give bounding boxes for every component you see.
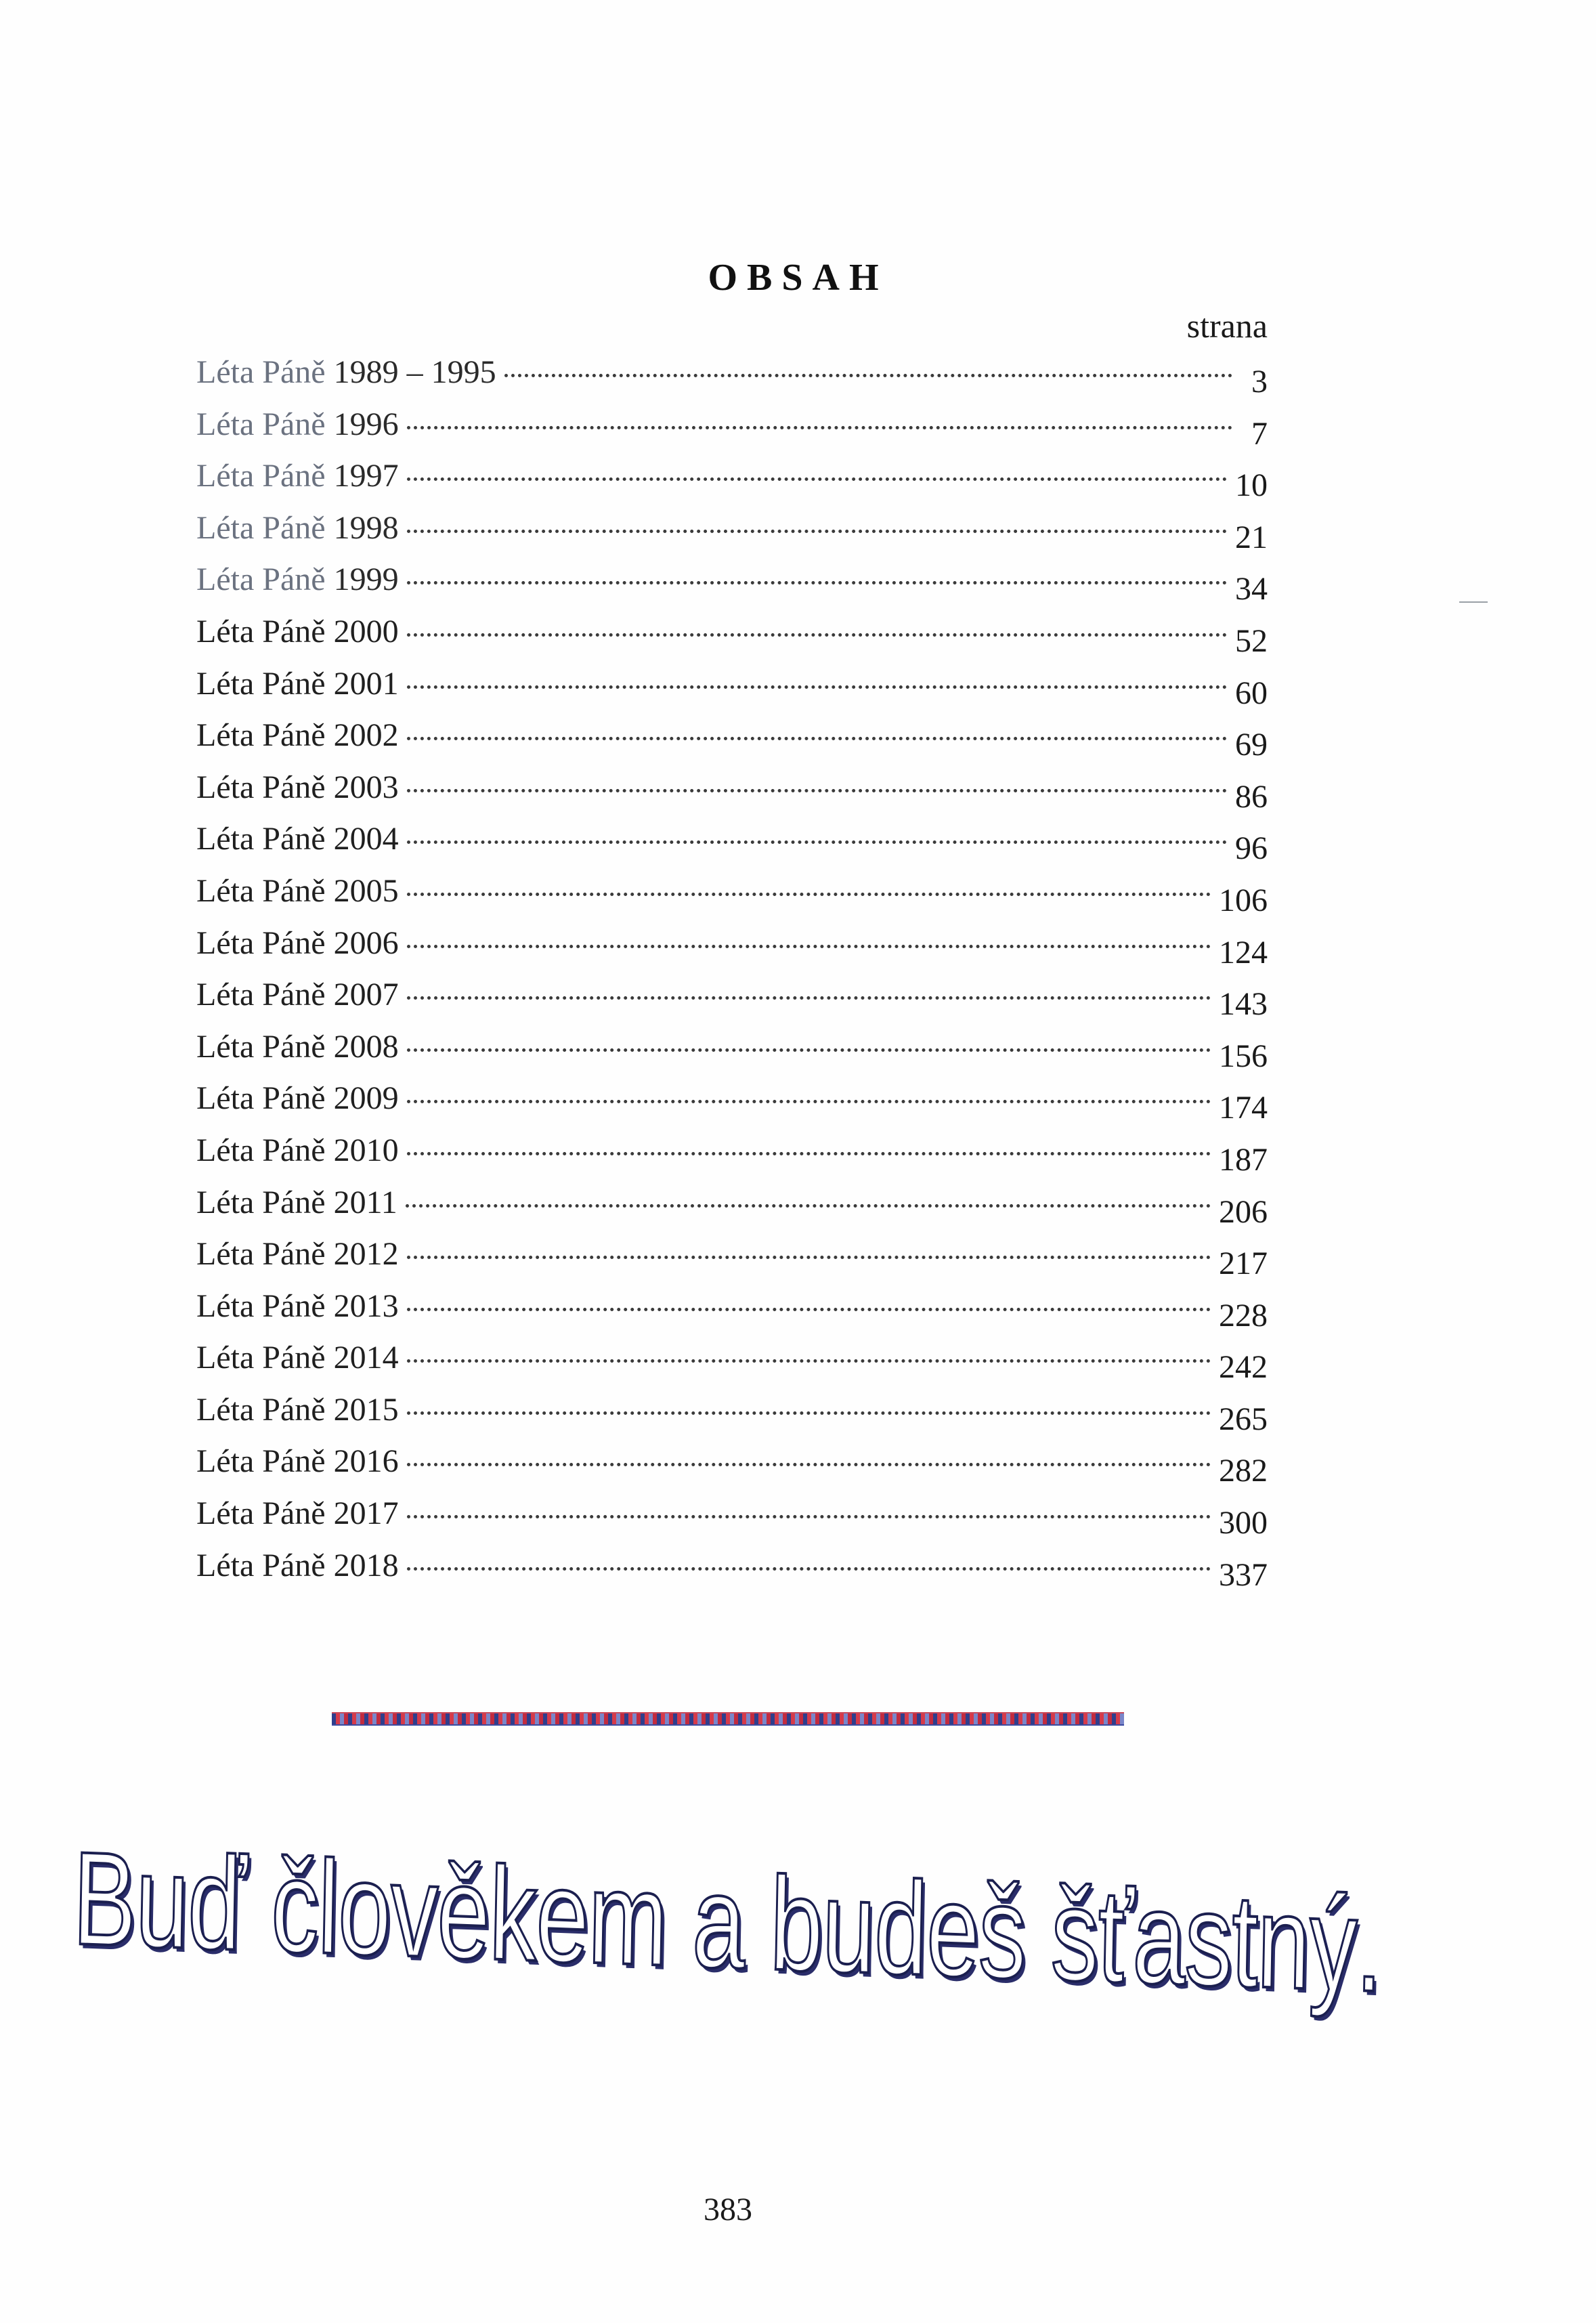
toc-entry-year: 1997: [333, 458, 399, 494]
toc-entry-prefix: Léta Páně: [196, 1443, 326, 1480]
toc-entry: [196, 1229, 1268, 1281]
toc-entry-label: [196, 503, 399, 554]
toc-entry-year: 2000: [333, 613, 399, 649]
toc-entry-prefix: Léta Páně: [196, 977, 326, 1013]
toc-entry-page: 143: [1219, 986, 1268, 1023]
toc-entry-prefix: Léta Páně: [196, 769, 326, 805]
dot-leader: [407, 426, 1232, 429]
toc-entry-prefix: Léta Páně: [196, 924, 326, 961]
toc-entry-label: [196, 1229, 399, 1280]
toc-entry-label: [196, 762, 399, 813]
toc-entry-prefix: Léta Páně: [196, 717, 326, 754]
toc-entry-page: 217: [1219, 1245, 1268, 1282]
toc-entry-year: 2005: [333, 872, 399, 909]
toc-entry-prefix: Léta Páně: [196, 406, 326, 442]
toc-entry: [196, 1021, 1268, 1073]
dot-leader: [407, 1100, 1211, 1103]
dot-leader: [407, 893, 1211, 896]
toc-entry-prefix: Léta Páně: [196, 561, 326, 598]
toc-entry-label: [196, 1540, 399, 1592]
toc-entry-prefix: Léta Páně: [196, 1028, 326, 1065]
dot-leader: [407, 1567, 1211, 1571]
toc-entry-year: 2013: [333, 1287, 399, 1324]
toc-entry: [196, 399, 1268, 451]
toc-entry-year: 2017: [333, 1495, 399, 1532]
dot-leader: [407, 737, 1227, 740]
toc-entry-label: [196, 710, 399, 761]
toc-entry: [196, 1436, 1268, 1488]
toc-entry-year: 2002: [333, 717, 399, 754]
dot-leader: [407, 581, 1227, 584]
dot-leader: [407, 1359, 1211, 1363]
toc-entry-page: 242: [1219, 1349, 1268, 1386]
toc-entry-label: [196, 1281, 399, 1332]
toc-entry-prefix: Léta Páně: [196, 665, 326, 702]
toc-entry-year: 1989 – 1995: [333, 354, 496, 390]
toc-entry-prefix: Léta Páně: [196, 613, 326, 649]
toc-entry-page: 124: [1219, 934, 1268, 971]
toc-entry-year: 2015: [333, 1391, 399, 1428]
dot-leader: [406, 1204, 1211, 1208]
table-of-contents: [196, 347, 1268, 1592]
dot-leader: [407, 789, 1227, 792]
toc-entry-prefix: Léta Páně: [196, 1236, 326, 1273]
toc-entry-prefix: Léta Páně: [196, 354, 326, 390]
toc-entry-prefix: Léta Páně: [196, 1495, 326, 1532]
toc-entry-year: 1996: [333, 406, 399, 442]
toc-entry-year: 2009: [333, 1080, 399, 1117]
toc-entry-year: 1998: [333, 509, 399, 546]
toc-entry-label: [196, 554, 399, 605]
toc-entry-prefix: Léta Páně: [196, 1132, 326, 1168]
toc-entry-page: 7: [1251, 415, 1268, 452]
toc-entry: [196, 813, 1268, 866]
toc-entry-label: [196, 399, 399, 450]
toc-entry: [196, 347, 1268, 399]
toc-entry-prefix: Léta Páně: [196, 1547, 326, 1583]
toc-entry-page: 187: [1219, 1141, 1268, 1178]
dot-leader: [407, 996, 1211, 1000]
toc-entry-page: 206: [1219, 1193, 1268, 1230]
toc-entry-year: 2011: [333, 1184, 397, 1220]
toc-entry-label: [196, 1332, 399, 1384]
toc-entry-page: 337: [1219, 1556, 1268, 1593]
toc-entry-page: 52: [1235, 622, 1268, 659]
toc-entry-page: 156: [1219, 1038, 1268, 1074]
toc-entry: [196, 1540, 1268, 1592]
toc-entry-page: 10: [1235, 467, 1268, 504]
toc-entry-year: 2010: [333, 1132, 399, 1168]
toc-entry-year: 1999: [333, 561, 399, 598]
toc-entry-label: [196, 658, 399, 710]
page-column-header: strana: [1186, 307, 1268, 345]
toc-entry-page: 96: [1235, 830, 1268, 867]
toc-entry: [196, 606, 1268, 658]
motto-text: Buď člověkem a budeš šťastný.: [71, 1823, 1383, 2020]
scan-artifact: [1459, 601, 1488, 603]
dot-leader: [504, 374, 1232, 377]
toc-entry: [196, 1073, 1268, 1125]
toc-entry-page: 60: [1235, 675, 1268, 711]
toc-entry-year: 2018: [333, 1547, 399, 1583]
toc-entry: [196, 1177, 1268, 1229]
toc-entry: [196, 762, 1268, 814]
toc-entry-page: 228: [1219, 1297, 1268, 1334]
toc-entry: [196, 710, 1268, 762]
toc-entry-label: [196, 813, 399, 865]
dot-leader: [407, 1308, 1211, 1311]
dot-leader: [407, 1515, 1211, 1518]
toc-entry-label: [196, 1177, 397, 1229]
toc-entry: [196, 1384, 1268, 1436]
toc-entry-prefix: Léta Páně: [196, 1340, 326, 1376]
toc-entry: [196, 658, 1268, 710]
toc-heading: OBSAH: [708, 257, 888, 299]
dot-leader: [407, 945, 1211, 948]
toc-entry-year: 2014: [333, 1340, 399, 1376]
toc-entry-page: 282: [1219, 1453, 1268, 1489]
toc-entry-year: 2003: [333, 769, 399, 805]
toc-entry-label: [196, 606, 399, 658]
toc-entry-year: 2012: [333, 1236, 399, 1273]
toc-entry-year: 2007: [333, 977, 399, 1013]
toc-entry-label: [196, 450, 399, 502]
dot-leader: [407, 1256, 1211, 1259]
toc-entry-year: 2001: [333, 665, 399, 702]
dot-leader: [407, 1463, 1211, 1466]
toc-entry-prefix: Léta Páně: [196, 1391, 326, 1428]
toc-entry-prefix: Léta Páně: [196, 458, 326, 494]
toc-entry-year: 2016: [333, 1443, 399, 1480]
toc-entry-label: [196, 1125, 399, 1176]
dot-leader: [407, 1152, 1211, 1155]
dot-leader: [407, 1048, 1211, 1052]
toc-entry-label: [196, 866, 399, 917]
page-number: 383: [704, 2192, 752, 2228]
dot-leader: [407, 1411, 1211, 1415]
toc-entry-label: [196, 1384, 399, 1436]
dot-leader: [407, 685, 1227, 689]
toc-entry: [196, 554, 1268, 606]
toc-entry-page: 300: [1219, 1505, 1268, 1541]
toc-entry-prefix: Léta Páně: [196, 1287, 326, 1324]
dot-leader: [407, 530, 1227, 533]
toc-entry-year: 2004: [333, 821, 399, 857]
toc-entry-label: [196, 1021, 399, 1073]
toc-entry-label: [196, 1488, 399, 1539]
toc-entry-page: 86: [1235, 778, 1268, 815]
dot-leader: [407, 633, 1227, 637]
toc-entry-prefix: Léta Páně: [196, 821, 326, 857]
toc-entry: [196, 1281, 1268, 1333]
toc-entry: [196, 1125, 1268, 1177]
toc-entry-label: [196, 969, 399, 1021]
toc-entry: [196, 450, 1268, 503]
toc-entry-label: [196, 347, 496, 398]
toc-entry-page: 69: [1235, 727, 1268, 763]
toc-entry-label: [196, 1073, 399, 1124]
toc-entry-year: 2006: [333, 924, 399, 961]
dot-leader: [407, 477, 1227, 481]
toc-entry: [196, 1488, 1268, 1540]
toc-entry-page: 34: [1235, 571, 1268, 608]
decorative-divider: [332, 1712, 1124, 1726]
toc-entry: [196, 503, 1268, 555]
toc-entry-prefix: Léta Páně: [196, 1184, 326, 1220]
toc-entry-prefix: Léta Páně: [196, 509, 326, 546]
toc-entry-label: [196, 918, 399, 969]
toc-entry-page: 21: [1235, 519, 1268, 555]
toc-entry-prefix: Léta Páně: [196, 1080, 326, 1117]
toc-entry: [196, 969, 1268, 1021]
toc-entry-label: [196, 1436, 399, 1487]
toc-entry-page: 265: [1219, 1401, 1268, 1437]
toc-entry-prefix: Léta Páně: [196, 872, 326, 909]
toc-entry-page: 174: [1219, 1090, 1268, 1126]
toc-entry-year: 2008: [333, 1028, 399, 1065]
toc-entry-page: 106: [1219, 882, 1268, 918]
toc-entry: [196, 866, 1268, 918]
toc-entry: [196, 918, 1268, 970]
toc-entry: [196, 1332, 1268, 1384]
toc-entry-page: 3: [1251, 364, 1268, 400]
dot-leader: [407, 840, 1227, 844]
